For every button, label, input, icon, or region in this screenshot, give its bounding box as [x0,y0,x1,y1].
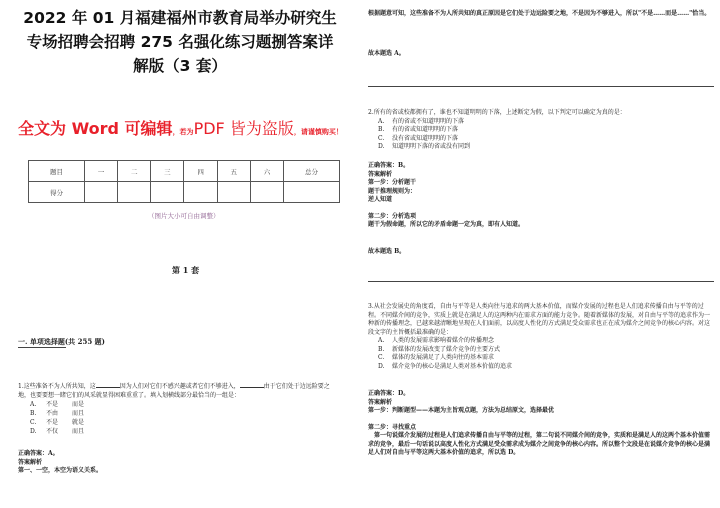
stem-part: 因为人们对它们不感兴趣或者它们不够进入， [119,383,240,390]
spacer [368,205,714,213]
section-divider [18,347,66,348]
analysis-step: 第二步：分析选项 [368,212,417,220]
option-c [18,418,338,427]
option-text: 人类的发展需求影响着媒介的传播理念 [392,337,495,344]
option-word: 而是 [72,401,85,408]
stem-part: 由于它们处于边远险要之地，也要要想一睹它们的风采就显得困难重重了。填入划横线部分最恰当的一组是： [18,383,330,399]
analysis-text: 题干为假命题，所以它的矛盾命题一定为真，即有人知道。 [368,221,525,228]
score-cell[interactable] [151,182,184,203]
option-letter: D. [378,143,385,150]
analysis-step: 第一、一空，本空为语义关系。 [18,467,103,474]
promo-caution: ，请谨慎购买！ [293,127,343,136]
score-header-cell: 四 [184,161,217,182]
section-title: 一. 单项选择题(共 255 题) [18,337,105,346]
q1-analysis-continued: 根据题意可知，这些准备不为人所共知的真正原因是它们处于边远险要之地，不是因为不够进入，所以"不是……而是……"恰当。 [368,10,711,17]
option-c [368,135,714,144]
image-size-caption: （图片大小可自由调整） [148,212,220,220]
option-text: 媒体的发展满足了人类向往的基本需求 [392,354,495,361]
chosen-answer-2: 故本题选 B。 [368,248,406,255]
score-row-label: 得分 [29,182,85,203]
option-d [18,427,338,436]
score-cell[interactable] [250,182,283,203]
option-word: 不是 [46,401,59,408]
score-header-cell: 一 [84,161,117,182]
title-line-1: 2022 年 01 月福建福州市教育局举办研究生 [23,9,337,27]
option-text: 有的省或不知道明明的下落 [392,117,465,125]
option-letter: D. [378,362,385,370]
right-page [362,0,720,508]
score-header-cell: 总分 [284,161,340,182]
score-cell[interactable] [217,182,250,203]
option-text: 知道明明下落的省或没有同到 [392,143,471,150]
answer-blank [240,381,264,388]
score-header-cell: 题目 [29,161,85,182]
analysis-step: 第一步：分析题干 [368,179,417,186]
score-table-header-row [29,161,340,182]
option-c [368,354,714,363]
question-2-stem: 2.所有的省或校都拥有了，谁也不知道明明的下落，上述断定为假，以下判定可以确定为真的是： [368,109,626,116]
analysis-text: 逆人知道 [368,196,393,203]
stem-part: 1.这些准备不为人所共知，这 [18,383,96,390]
answer-line: 正确答案：A。 [18,450,59,457]
option-a [18,400,338,409]
title-line-2: 专场招聘会招聘 275 名强化练习题捌答案详 [26,33,334,51]
answer-line: 正确答案：B。 [368,162,410,169]
question-1-stem [18,381,338,400]
title-line-3: 解版（3 套） [133,57,227,75]
option-letter: A. [30,401,37,408]
option-letter: A. [378,337,385,344]
question-1-answer [18,450,338,476]
option-letter: A. [378,117,385,125]
question-3 [368,303,714,371]
answer-blank [96,381,120,388]
option-b [18,409,338,418]
promo-pdf-pirated: PDF 皆为盗版 [193,119,294,138]
set-label: 第 1 套 [172,265,200,275]
option-letter: C. [378,354,385,361]
score-table-score-row [29,182,340,203]
answer-line: 正确答案：D。 [368,390,410,397]
question-3-stem: 3.从社会发展史的角度看，自由与平等是人类向往与追求的两大基本价值，而媒介发展的过程也是人们追求传播自由与平等的过程。不同媒介间的竞争，实质上就是在满足人的这两种内在需求方面的能力竞争。随着新媒体的发展，对自由与平等的追求作为一种新的传播理念，已越来越清晰地呈现在人们面前，以高度人性化的方式满足受众需求也正在成为媒介之间竞争的核心内容。对这段文字的主旨概括最准确的是： [368,303,711,336]
question-divider [368,281,714,282]
question-divider [368,86,714,87]
score-table [28,160,340,203]
spacer [368,416,714,424]
option-letter: B. [30,410,37,417]
score-cell[interactable] [184,182,217,203]
option-a [368,118,714,127]
option-a [368,337,714,346]
question-3-answer [368,390,714,458]
analysis-text: 题干推理规则为： [368,187,417,195]
analysis-label: 答案解析 [368,398,393,406]
score-header-cell: 六 [250,161,283,182]
analysis-step: 第二步：寻找重点 [368,423,417,431]
option-b [368,126,714,135]
option-letter: C. [378,134,385,142]
analysis-label: 答案解析 [368,170,393,178]
score-cell[interactable] [118,182,151,203]
option-d [368,363,714,372]
option-d [368,143,714,152]
option-text: 没有省或知道明明的下落 [392,134,459,142]
score-header-cell: 二 [118,161,151,182]
option-text: 新媒体的发展改变了媒介竞争的主要方式 [392,345,501,353]
score-cell[interactable] [284,182,340,203]
option-word: 而且 [72,428,85,435]
option-b [368,346,714,355]
option-text: 有的省或知道明明的下落 [392,126,459,133]
chosen-answer-1: 故本题选 A。 [368,50,405,57]
analysis-step: 第一步：判断题型——本题为主旨观点题，方法为总结原文，选择最优 [368,407,555,414]
option-text: 媒介竞争的核心是满足人类对基本价值的追求 [392,362,513,370]
option-word: 不仅 [46,428,59,435]
analysis-label: 答案解析 [18,458,43,466]
promo-banner [18,116,358,139]
score-header-cell: 三 [151,161,184,182]
document-title [6,6,354,78]
option-word: 就是 [72,419,85,426]
analysis-text: 第一句说媒介发展的过程是人们追求传播自由与平等的过程，第二句说不同媒介间的竞争，实质和是满足人的这两个基本价值需求的竞争，最后一句话说以高度人性化方式满足受众需求成为媒介之间竞争的核心内容。所以整个文段是在说媒介竞争的核心是满足人们对自由与平等这两大基本价值的追求，所以选 D。 [368,432,711,456]
option-letter: B. [378,345,385,353]
option-word: 不由 [46,410,59,417]
promo-word-editable: 全文为 Word 可编辑 [18,119,173,138]
option-letter: D. [30,428,37,435]
question-2 [368,109,714,152]
option-word: 而且 [72,410,85,417]
promo-if: ，若为 [172,127,194,136]
option-letter: B. [378,126,385,133]
option-word: 不是 [46,419,59,426]
question-2-answer [368,162,714,230]
question-1 [18,381,338,436]
score-header-cell: 五 [217,161,250,182]
option-letter: C. [30,419,37,426]
score-cell[interactable] [84,182,117,203]
